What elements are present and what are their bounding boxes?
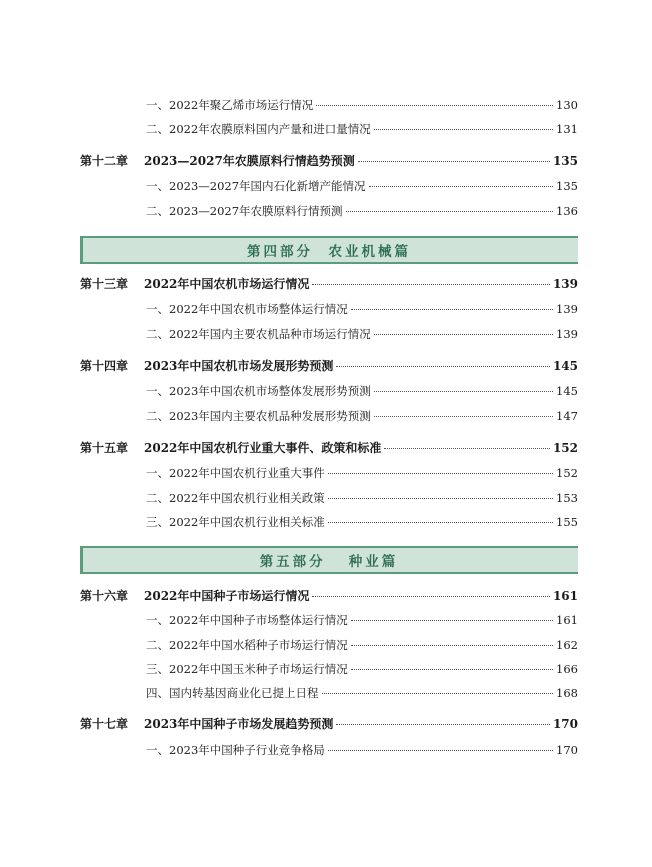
- entry-number: 二、: [146, 491, 169, 505]
- page-number: 161: [552, 589, 578, 603]
- entry-title: 2023年中国农机市场整体发展形势预测: [169, 384, 371, 398]
- dot-leader: [351, 309, 553, 310]
- toc-section-entry[interactable]: [146, 408, 578, 424]
- page-number: 153: [556, 491, 578, 505]
- toc-section-entry[interactable]: [146, 203, 578, 219]
- entry-title: 2022年中国种子市场整体运行情况: [169, 613, 348, 627]
- dot-leader: [328, 522, 553, 523]
- entry-title: 2023年国内主要农机品种发展形势预测: [169, 409, 371, 423]
- part-heading-left-edge: [80, 548, 83, 572]
- dot-leader: [312, 284, 550, 285]
- entry-title: 2022年中国农机行业相关标准: [169, 515, 325, 529]
- toc-section-entry[interactable]: [146, 490, 578, 506]
- dot-leader: [369, 186, 554, 187]
- entry-number: 二、: [146, 204, 169, 218]
- page-number: 152: [552, 441, 578, 455]
- dot-leader: [328, 750, 553, 751]
- page-number: 139: [556, 327, 578, 341]
- page-number: 161: [556, 613, 578, 627]
- part-title: 第五部分 种业篇: [259, 554, 399, 570]
- entry-number: 一、: [146, 384, 169, 398]
- entry-number: 二、: [146, 409, 169, 423]
- dot-leader: [346, 211, 554, 212]
- dot-leader: [358, 161, 550, 162]
- page-number: 162: [556, 638, 578, 652]
- toc-chapter-entry[interactable]: [80, 440, 578, 456]
- page-number: 152: [556, 466, 578, 480]
- entry-number: 第十七章: [80, 717, 129, 731]
- page-number: 135: [556, 179, 578, 193]
- dot-leader: [374, 416, 553, 417]
- page-number: 145: [556, 384, 578, 398]
- entry-number: 一、: [146, 743, 169, 757]
- toc-chapter-entry[interactable]: [80, 716, 578, 732]
- entry-number: 第十二章: [80, 154, 129, 168]
- page-number: 168: [556, 686, 578, 700]
- toc-section-entry[interactable]: [146, 661, 578, 677]
- entry-title: 国内转基因商业化已提上日程: [169, 686, 319, 700]
- entry-number: 一、: [146, 179, 169, 193]
- toc-section-entry[interactable]: [146, 178, 578, 194]
- dot-leader: [351, 669, 553, 670]
- entry-number: 一、: [146, 466, 169, 480]
- dot-leader: [336, 366, 550, 367]
- page-number: 145: [552, 359, 578, 373]
- entry-number: 第十五章: [80, 441, 129, 455]
- page-number: 135: [552, 154, 578, 168]
- dot-leader: [328, 498, 553, 499]
- page-number: 136: [556, 204, 578, 218]
- entry-title: 2022年中国玉米种子市场运行情况: [169, 662, 348, 676]
- entry-title: 2022年中国农机市场运行情况: [144, 277, 310, 291]
- entry-title: 2022年国内主要农机品种市场运行情况: [169, 327, 371, 341]
- toc-chapter-entry[interactable]: [80, 358, 578, 374]
- toc-section-entry[interactable]: [146, 685, 578, 701]
- entry-title: 2022年聚乙烯市场运行情况: [169, 98, 314, 112]
- dot-leader: [336, 724, 550, 725]
- entry-title: 2022年中国农机行业重大事件、政策和标准: [144, 441, 382, 455]
- entry-title: 2023—2027年农膜原料行情趋势预测: [144, 154, 355, 168]
- dot-leader: [374, 391, 553, 392]
- dot-leader: [328, 473, 553, 474]
- toc-chapter-entry[interactable]: [80, 276, 578, 292]
- entry-number: 四、: [146, 686, 169, 700]
- dot-leader: [316, 105, 553, 106]
- part-heading: [80, 236, 578, 264]
- entry-number: 一、: [146, 98, 169, 112]
- toc-chapter-entry[interactable]: [80, 588, 578, 604]
- entry-title: 2023年中国种子行业竞争格局: [169, 743, 325, 757]
- page-number: 139: [556, 302, 578, 316]
- entry-number: 三、: [146, 515, 169, 529]
- page-number: 147: [556, 409, 578, 423]
- page-number: 130: [556, 98, 578, 112]
- dot-leader: [384, 448, 550, 449]
- entry-number: 第十四章: [80, 359, 129, 373]
- part-heading-left-edge: [80, 238, 83, 262]
- entry-title: 2022年中国农机行业相关政策: [169, 491, 325, 505]
- part-heading: [80, 546, 578, 574]
- toc-section-entry[interactable]: [146, 465, 578, 481]
- entry-number: 二、: [146, 638, 169, 652]
- entry-number: 三、: [146, 662, 169, 676]
- page-number: 139: [552, 277, 578, 291]
- entry-number: 第十六章: [80, 589, 129, 603]
- entry-title: 2022年中国水稻种子市场运行情况: [169, 638, 348, 652]
- dot-leader: [322, 693, 554, 694]
- entry-number: 二、: [146, 327, 169, 341]
- entry-title: 2022年中国农机市场整体运行情况: [169, 302, 348, 316]
- entry-title: 2023年中国农机市场发展形势预测: [144, 359, 334, 373]
- toc-section-entry[interactable]: [146, 121, 578, 137]
- entry-title: 2023—2027年农膜原料行情预测: [169, 204, 343, 218]
- entry-title: 2022年农膜原料国内产量和进口量情况: [169, 122, 371, 136]
- dot-leader: [351, 645, 553, 646]
- page-number: 131: [556, 122, 578, 136]
- entry-title: 2023年中国种子市场发展趋势预测: [144, 717, 334, 731]
- toc-section-entry[interactable]: [146, 514, 578, 530]
- entry-title: 2023—2027年国内石化新增产能情况: [169, 179, 366, 193]
- toc-section-entry[interactable]: [146, 97, 578, 113]
- toc-section-entry[interactable]: [146, 326, 578, 342]
- page-number: 170: [552, 717, 578, 731]
- toc-section-entry[interactable]: [146, 383, 578, 399]
- toc-section-entry[interactable]: [146, 301, 578, 317]
- entry-title: 2022年中国种子市场运行情况: [144, 589, 310, 603]
- part-title: 第四部分 农业机械篇: [247, 244, 411, 260]
- dot-leader: [374, 129, 553, 130]
- page-number: 166: [556, 662, 578, 676]
- entry-number: 第十三章: [80, 277, 129, 291]
- toc-chapter-entry[interactable]: [80, 153, 578, 169]
- page-number: 170: [556, 743, 578, 757]
- toc-section-entry[interactable]: [146, 637, 578, 653]
- entry-title: 2022年中国农机行业重大事件: [169, 466, 325, 480]
- dot-leader: [312, 596, 550, 597]
- dot-leader: [351, 620, 553, 621]
- toc-section-entry[interactable]: [146, 742, 578, 758]
- toc-section-entry[interactable]: [146, 612, 578, 628]
- entry-number: 二、: [146, 122, 169, 136]
- entry-number: 一、: [146, 613, 169, 627]
- dot-leader: [374, 334, 553, 335]
- entry-number: 一、: [146, 302, 169, 316]
- page-number: 155: [556, 515, 578, 529]
